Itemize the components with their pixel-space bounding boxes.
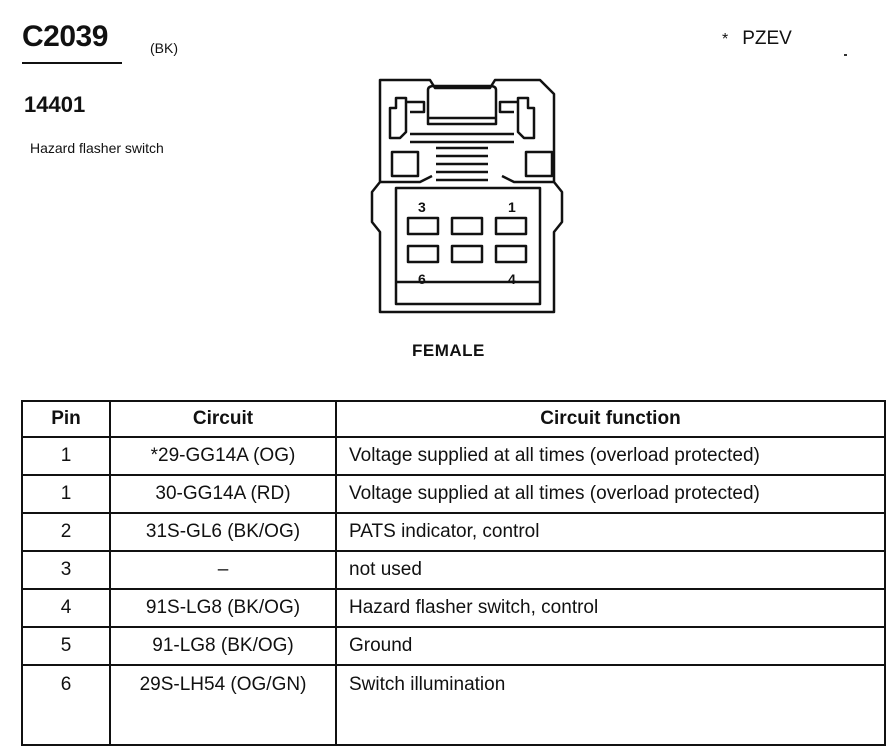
table-row (22, 665, 885, 745)
part-number: 14401 (24, 92, 86, 117)
function-cell: PATS indicator, control (336, 513, 885, 551)
cavity (452, 218, 482, 234)
cavity-label-1: 1 (508, 199, 516, 215)
header-pin: Pin (22, 401, 110, 437)
pin-cell: 1 (22, 437, 110, 475)
table-row (22, 589, 885, 627)
table-row (22, 513, 885, 551)
circuit-cell: 30-GG14A (RD) (110, 475, 336, 513)
cavity (408, 218, 438, 234)
function-cell: not used (336, 551, 885, 589)
pin-cell: 1 (22, 475, 110, 513)
table-row (22, 551, 885, 589)
connector-id-underline (22, 62, 122, 64)
corner-mark (844, 54, 847, 56)
pin-cell: 3 (22, 551, 110, 589)
function-cell: Voltage supplied at all times (overload protected) (336, 437, 885, 475)
cavity (496, 246, 526, 262)
table-row (22, 437, 885, 475)
table-row (22, 475, 885, 513)
circuit-cell: 31S-GL6 (BK/OG) (110, 513, 336, 551)
circuit-cell: 91S-LG8 (BK/OG) (110, 589, 336, 627)
function-cell: Voltage supplied at all times (overload protected) (336, 475, 885, 513)
table-row (22, 627, 885, 665)
pinout-table (21, 400, 886, 746)
side-window-left (392, 152, 418, 176)
note-text: PZEV (742, 28, 792, 49)
cavity-label-3: 3 (418, 199, 426, 215)
part-description: Hazard flasher switch (30, 140, 164, 156)
connector-face-diagram (340, 72, 580, 332)
pin-cell: 2 (22, 513, 110, 551)
cavity-label-4: 4 (508, 271, 516, 287)
cavity (496, 218, 526, 234)
cavity (452, 246, 482, 262)
side-window-right (526, 152, 552, 176)
circuit-cell: 29S-LH54 (OG/GN) (110, 665, 336, 745)
header-function: Circuit function (336, 401, 885, 437)
cavity-label-6: 6 (418, 271, 426, 287)
pzev-note (722, 28, 792, 50)
header-circuit: Circuit (110, 401, 336, 437)
connector-id: C2039 (22, 20, 108, 53)
table-header-row (22, 401, 885, 437)
latch-arm-left (390, 98, 406, 138)
pin-cell: 6 (22, 665, 110, 745)
circuit-cell: – (110, 551, 336, 589)
circuit-cell: 91-LG8 (BK/OG) (110, 627, 336, 665)
cavity (408, 246, 438, 262)
connector-gender: FEMALE (412, 341, 485, 360)
pin-cell: 5 (22, 627, 110, 665)
function-cell: Hazard flasher switch, control (336, 589, 885, 627)
function-cell: Switch illumination (336, 665, 885, 745)
pin-cell: 4 (22, 589, 110, 627)
latch-arm-right (518, 98, 534, 138)
connector-color: (BK) (150, 40, 178, 56)
function-cell: Ground (336, 627, 885, 665)
circuit-cell: *29-GG14A (OG) (110, 437, 336, 475)
note-asterisk: * (722, 31, 729, 48)
